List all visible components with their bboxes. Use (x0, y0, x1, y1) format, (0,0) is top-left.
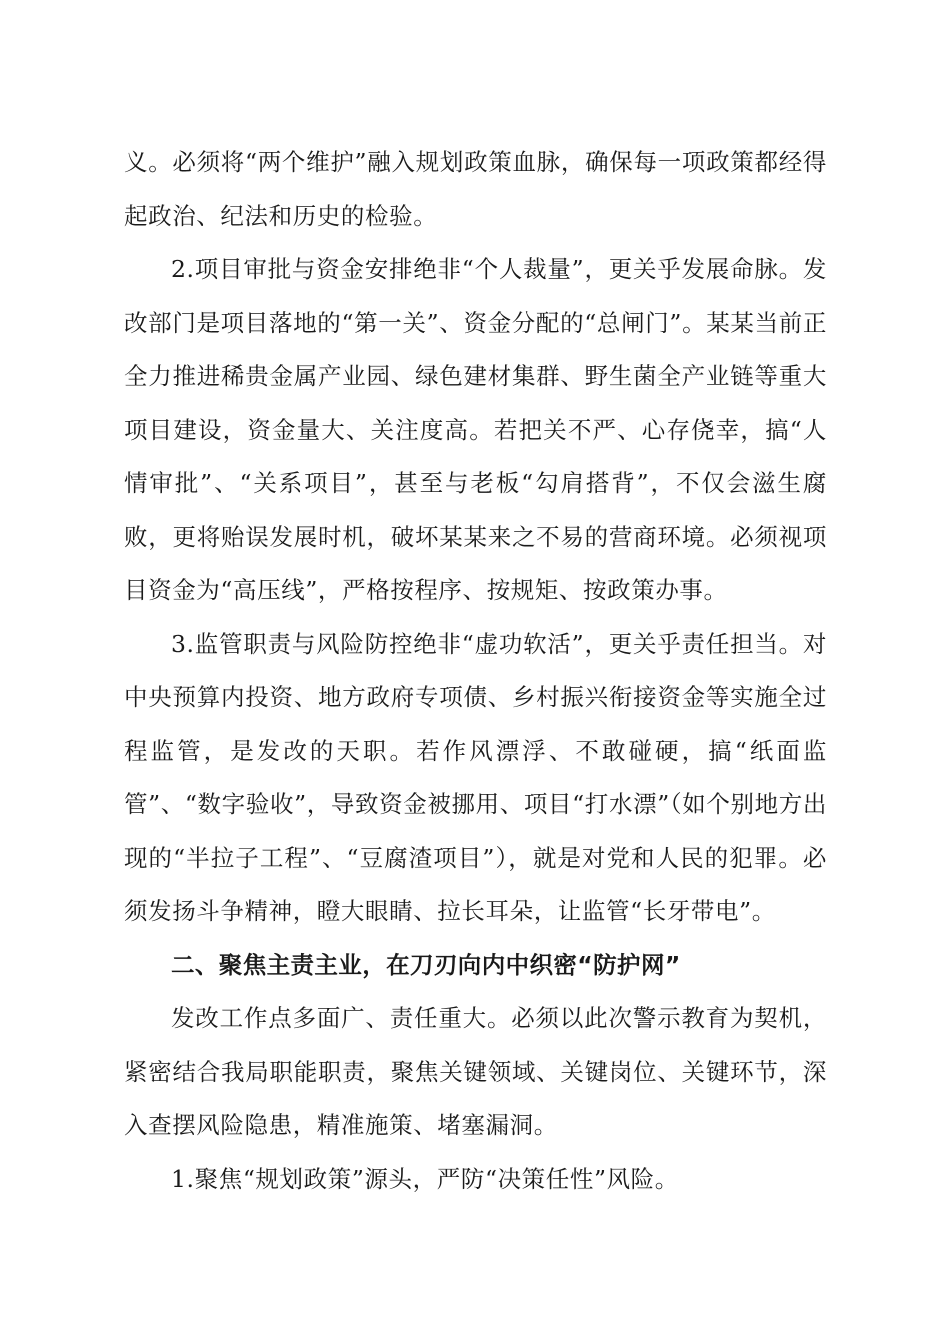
paragraph-item-3: 3.监管职责与风险防控绝非“虚功软活”，更关乎责任担当。对中央预算内投资、地方政府专项债、乡村振兴衔接资金等实施全过程监管，是发改的天职。若作风漂浮、不敢碰硬，搞“纸面监管”、“数字验收”，导致资金被挪用、项目“打水漂”（如个别地方出现的“半拉子工程”、“豆腐渣项目”），就是对党和人民的犯罪。必须发扬斗争精神，瞪大眼睛、拉长耳朵，让监管“长牙带电”。 (124, 629, 827, 925)
section-heading: 二、聚焦主责主业，在刀刃向内中织密“防护网” (171, 950, 681, 979)
paragraph-continuation: 义。必须将“两个维护”融入规划政策血脉，确保每一项政策都经得起政治、纪法和历史的检验。 (124, 148, 827, 230)
paragraph-item-2: 2.项目审批与资金安排绝非“个人裁量”，更关乎发展命脉。发改部门是项目落地的“第一关”、资金分配的“总闸门”。某某当前正全力推进稀贵金属产业园、绿色建材集群、野生菌全产业链等重大项目建设，资金量大、关注度高。若把关不严、心存侥幸，搞“人情审批”、“关系项目”，甚至与老板“勾肩搭背”，不仅会滋生腐败，更将贻误发展时机，破坏某某来之不易的营商环境。必须视项目资金为“高压线”，严格按程序、按规矩、按政策办事。 (124, 255, 827, 604)
paragraph-section-intro: 发改工作点多面广、责任重大。必须以此次警示教育为契机，紧密结合我局职能职责，聚焦关键领域、关键岗位、关键环节，深入查摆风险隐患，精准施策、堵塞漏洞。 (124, 1004, 827, 1139)
document-body (124, 136, 827, 1206)
paragraph-subitem-1: 1.聚焦“规划政策”源头，严防“决策任性”风险。 (171, 1164, 679, 1193)
